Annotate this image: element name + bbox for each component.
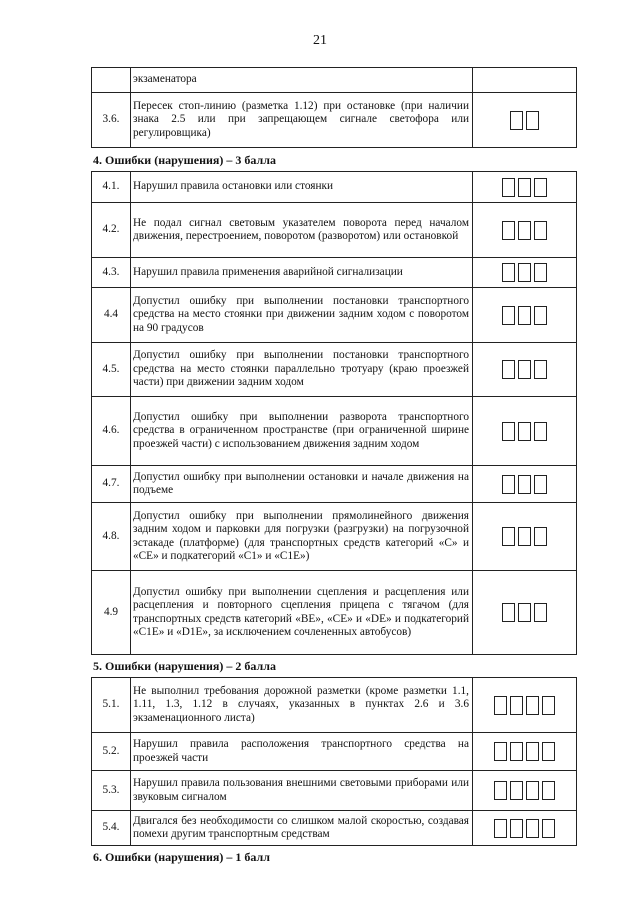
checkbox[interactable]	[518, 263, 531, 282]
checkbox[interactable]	[510, 696, 523, 715]
checkbox[interactable]	[542, 819, 555, 838]
table-row	[92, 466, 577, 503]
checkbox[interactable]	[510, 819, 523, 838]
checkbox[interactable]	[534, 306, 547, 325]
checkbox[interactable]	[526, 781, 539, 800]
item-text: Допустил ошибку при выполнении сцепления и расцепления или расцепления и повторного сцепления прицепа с тягачом (для транспортных средств категорий «ВЕ», «СЕ» и «DE» и подкатегорий «С1Е» и «D1E», за исключением сочлененных автобусов)	[131, 571, 473, 655]
checkbox[interactable]	[518, 475, 531, 494]
check-boxes	[473, 288, 577, 343]
item-number: 4.8.	[92, 503, 131, 571]
checkbox[interactable]	[534, 221, 547, 240]
item-text: Не выполнил требования дорожной разметки (кроме разметки 1.1, 1.11, 1.3, 1.12 в случаях, указанных в пунктах 2.6 и 3.6 экзаменационного листа)	[131, 678, 473, 733]
page-number: 21	[313, 33, 327, 48]
checkbox[interactable]	[518, 603, 531, 622]
checkbox[interactable]	[542, 742, 555, 761]
checkbox[interactable]	[510, 781, 523, 800]
checkbox[interactable]	[494, 696, 507, 715]
checkbox[interactable]	[534, 527, 547, 546]
checkbox[interactable]	[526, 111, 539, 130]
table-row	[92, 68, 577, 93]
checkbox[interactable]	[534, 603, 547, 622]
table-row	[92, 811, 577, 846]
section-title: 4. Ошибки (нарушения) – 3 балла	[93, 153, 276, 167]
checkbox[interactable]	[518, 360, 531, 379]
section-0-table	[91, 171, 577, 655]
item-number: 4.2.	[92, 203, 131, 258]
checkbox[interactable]	[502, 527, 515, 546]
checkbox[interactable]	[510, 742, 523, 761]
checkbox[interactable]	[518, 306, 531, 325]
item-text: Пересек стоп-линию (разметка 1.12) при остановке (при наличии знака 2.5 или при запрещающем сигнале светофора или регулировщика)	[131, 93, 473, 148]
item-text: Двигался без необходимости со слишком малой скоростью, создавая помехи другим транспортным средствам	[131, 811, 473, 846]
item-number	[92, 68, 131, 93]
checkbox[interactable]	[494, 819, 507, 838]
table-row	[92, 93, 577, 148]
item-text: Не подал сигнал световым указателем поворота перед началом движения, перестроением, поворотом (разворотом) или остановкой	[131, 203, 473, 258]
item-number: 4.7.	[92, 466, 131, 503]
item-number: 4.5.	[92, 343, 131, 397]
checkbox[interactable]	[542, 781, 555, 800]
check-boxes	[473, 503, 577, 571]
check-boxes	[473, 68, 577, 93]
table-row	[92, 733, 577, 771]
check-boxes	[473, 811, 577, 846]
checkbox[interactable]	[542, 696, 555, 715]
check-boxes	[473, 678, 577, 733]
checkbox[interactable]	[502, 603, 515, 622]
item-number: 5.3.	[92, 771, 131, 811]
item-text: Допустил ошибку при выполнении постановки транспортного средства на место стоянки при движении задним ходом с поворотом на 90 градусов	[131, 288, 473, 343]
checkbox[interactable]	[526, 696, 539, 715]
item-number: 4.9	[92, 571, 131, 655]
table-row	[92, 571, 577, 655]
item-number: 5.4.	[92, 811, 131, 846]
item-number: 5.2.	[92, 733, 131, 771]
check-boxes	[473, 343, 577, 397]
checkbox[interactable]	[526, 819, 539, 838]
item-number: 3.6.	[92, 93, 131, 148]
checkbox[interactable]	[502, 263, 515, 282]
checkbox[interactable]	[510, 111, 523, 130]
checkbox[interactable]	[502, 178, 515, 197]
checkbox[interactable]	[518, 422, 531, 441]
check-boxes	[473, 733, 577, 771]
check-boxes	[473, 93, 577, 148]
table-row	[92, 288, 577, 343]
checkbox[interactable]	[534, 263, 547, 282]
checkbox[interactable]	[534, 178, 547, 197]
item-number: 5.1.	[92, 678, 131, 733]
item-number: 4.6.	[92, 397, 131, 466]
item-text: Нарушил правила применения аварийной сигнализации	[131, 258, 473, 288]
item-text: Допустил ошибку при выполнении остановки и начале движения на подъеме	[131, 466, 473, 503]
table-row	[92, 172, 577, 203]
item-text: экзаменатора	[131, 68, 473, 93]
checkbox[interactable]	[534, 360, 547, 379]
check-boxes	[473, 258, 577, 288]
top-table	[91, 67, 577, 148]
check-boxes	[473, 172, 577, 203]
check-boxes	[473, 397, 577, 466]
checkbox[interactable]	[502, 475, 515, 494]
item-text: Нарушил правила пользования внешними световыми приборами или звуковым сигналом	[131, 771, 473, 811]
table-row	[92, 397, 577, 466]
checkbox[interactable]	[534, 422, 547, 441]
item-number: 4.1.	[92, 172, 131, 203]
check-boxes	[473, 771, 577, 811]
item-text: Допустил ошибку при выполнении разворота транспортного средства в ограниченном пространстве (при ограниченной ширине проезжей части) с использованием движения задним ходом	[131, 397, 473, 466]
table-row	[92, 503, 577, 571]
item-text: Нарушил правила расположения транспортного средства на проезжей части	[131, 733, 473, 771]
checkbox[interactable]	[502, 422, 515, 441]
check-boxes	[473, 203, 577, 258]
section-title: 5. Ошибки (нарушения) – 2 балла	[93, 659, 276, 673]
item-number: 4.3.	[92, 258, 131, 288]
table-row	[92, 678, 577, 733]
checkbox[interactable]	[518, 178, 531, 197]
section-1-table	[91, 677, 577, 846]
table-row	[92, 343, 577, 397]
checkbox[interactable]	[494, 742, 507, 761]
section-title: 6. Ошибки (нарушения) – 1 балл	[93, 850, 270, 864]
item-text: Допустил ошибку при выполнении постановки транспортного средства на место стоянки параллельно тротуару (краю проезжей части) при движении задним ходом	[131, 343, 473, 397]
checkbox[interactable]	[534, 475, 547, 494]
item-number: 4.4	[92, 288, 131, 343]
checkbox[interactable]	[518, 221, 531, 240]
check-boxes	[473, 571, 577, 655]
checkbox[interactable]	[502, 360, 515, 379]
item-text: Нарушил правила остановки или стоянки	[131, 172, 473, 203]
table-row	[92, 771, 577, 811]
checkbox[interactable]	[518, 527, 531, 546]
checkbox[interactable]	[502, 306, 515, 325]
item-text: Допустил ошибку при выполнении прямолинейного движения задним ходом и парковки для погрузки (разгрузки) на погрузочной эстакаде (платформе) (для транспортных средств категорий «С» и «СЕ» и подкатегорий «С1» и «С1Е»)	[131, 503, 473, 571]
checkbox[interactable]	[526, 742, 539, 761]
checkbox[interactable]	[494, 781, 507, 800]
check-boxes	[473, 466, 577, 503]
table-row	[92, 203, 577, 258]
table-row	[92, 258, 577, 288]
checkbox[interactable]	[502, 221, 515, 240]
